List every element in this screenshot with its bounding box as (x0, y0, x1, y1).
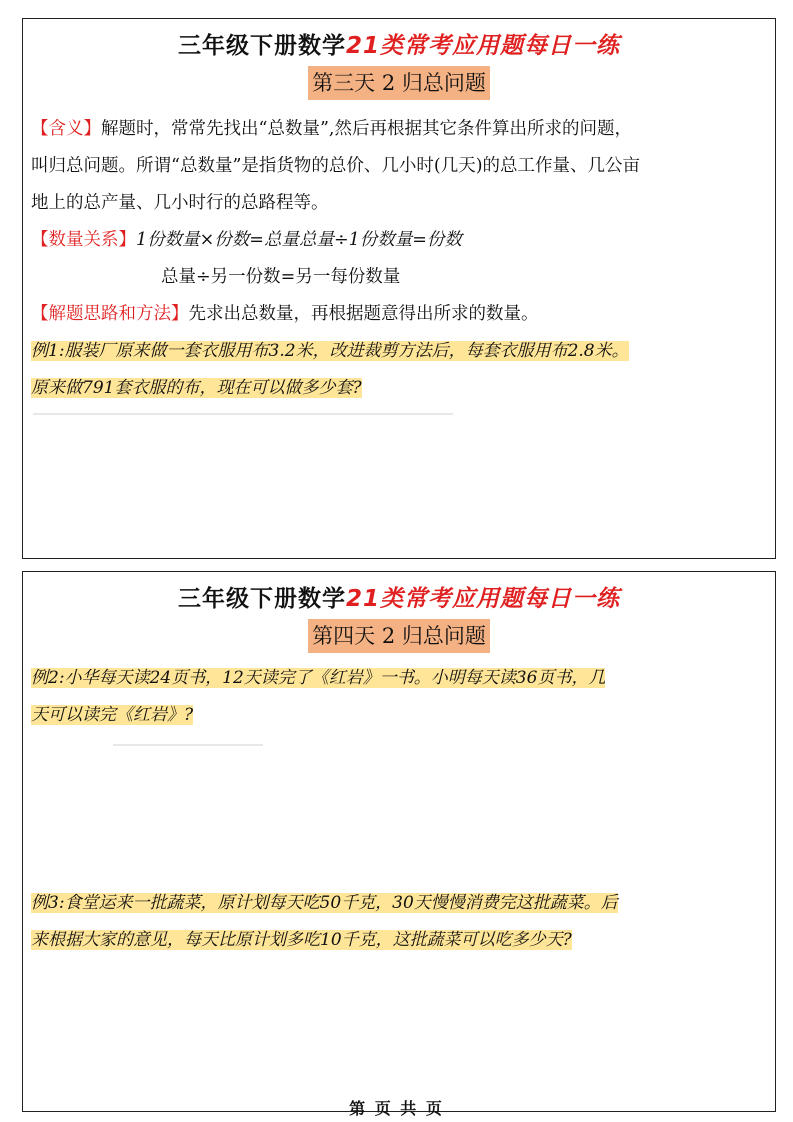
card-title (23, 30, 775, 62)
method-tag: 【解题思路和方法】 (31, 304, 189, 324)
meaning-line-2: 叫归总问题。所谓“总数量”是指货物的总价、几小时(几天)的总工作量、几公亩 (31, 156, 641, 176)
card-body (31, 111, 767, 407)
example-1-text: 例1:服装厂原来做一套衣服用布3.2米，改进裁剪方法后，每套衣服用布2.8米。 (31, 341, 629, 361)
relation-tag: 【数量关系】 (31, 230, 136, 250)
method-line (31, 296, 767, 333)
example-3-text: 例3:食堂运来一批蔬菜，原计划每天吃50千克，30天慢慢消费完这批蔬菜。后 (31, 893, 618, 913)
title-prefix: 三年级下册数学 (177, 33, 346, 59)
meaning-line-3: 地上的总产量、几小时行的总路程等。 (31, 193, 329, 213)
example-2-text: 例2:小华每天读24页书，12天读完了《红岩》一书。小明每天读36页书，几 (31, 668, 606, 688)
title-highlight: 21类常考应用题每日一练 (345, 586, 620, 612)
meaning-line (31, 111, 767, 148)
example-3-line-1 (31, 885, 767, 922)
worksheet-card-day3 (22, 18, 776, 559)
example-2-block (31, 660, 767, 734)
relation-line (31, 222, 767, 259)
example-3-line-2 (31, 922, 767, 959)
faint-answer-line (33, 413, 453, 415)
example-2-text-2: 天可以读完《红岩》? (31, 705, 194, 725)
example-3-text-2: 来根据大家的意见，每天比原计划多吃10千克，这批蔬菜可以吃多少天? (31, 930, 572, 950)
example-1-line-2 (31, 370, 767, 407)
faint-answer-line (113, 744, 263, 746)
meaning-text: 解题时，常常先找出“总数量”,然后再根据其它条件算出所求的问题， (101, 119, 632, 139)
relation-formula-2: 总量÷另一份数=另一每份数量 (161, 267, 401, 287)
title-highlight: 21类常考应用题每日一练 (345, 33, 620, 59)
meaning-tag: 【含义】 (31, 119, 101, 139)
day-subtitle: 第三天 2 归总问题 (308, 66, 490, 100)
example-1-line-1 (31, 333, 767, 370)
method-text: 先求出总数量，再根据题意得出所求的数量。 (188, 304, 539, 324)
card-title (23, 583, 775, 615)
day-subtitle: 第四天 2 归总问题 (308, 619, 490, 653)
example-1-text-2: 原来做791套衣服的布，现在可以做多少套? (31, 378, 362, 398)
relation-formula-1: 1份数量×份数=总量总量÷1份数量=份数 (136, 230, 462, 250)
example-3-block (31, 885, 767, 959)
example-2-line-1 (31, 660, 767, 697)
page-footer: 第 页 共 页 (349, 1099, 444, 1118)
title-prefix: 三年级下册数学 (177, 586, 346, 612)
worksheet-card-day4 (22, 571, 776, 1112)
example-2-line-2 (31, 697, 767, 734)
